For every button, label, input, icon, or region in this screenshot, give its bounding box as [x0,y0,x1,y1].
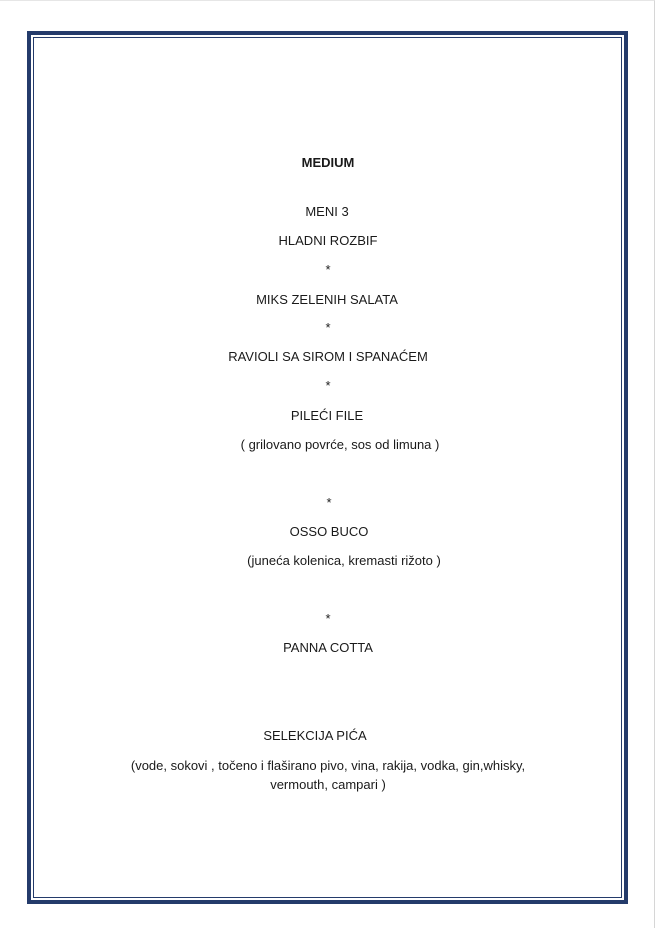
course-separator: * [325,611,331,626]
course-separator: * [325,378,331,393]
drinks-list-line-2: vermouth, campari ) [270,777,386,792]
drinks-title: SELEKCIJA PIĆA [263,728,367,743]
course-green-salad: MIKS ZELENIH SALATA [256,292,398,307]
course-separator: * [325,262,331,277]
course-separator: * [326,495,332,510]
course-cold-roast-beef: HLADNI ROZBIF [278,233,378,248]
course-osso-buco-note: (juneća kolenica, kremasti rižoto ) [247,553,441,568]
menu-title: MEDIUM [301,155,355,170]
course-chicken-fillet-note: ( grilovano povrće, sos od limuna ) [240,437,440,452]
menu-name: MENI 3 [305,204,349,219]
course-osso-buco: OSSO BUCO [289,524,369,539]
drinks-list-line-1: (vode, sokovi , točeno i flaširano pivo, vina, rakija, vodka, gin,whisky, [130,758,526,773]
course-ravioli: RAVIOLI SA SIROM I SPANAĆEM [228,349,428,364]
course-separator: * [325,320,331,335]
course-panna-cotta: PANNA COTTA [283,640,373,655]
course-chicken-fillet: PILEĆI FILE [290,408,364,423]
